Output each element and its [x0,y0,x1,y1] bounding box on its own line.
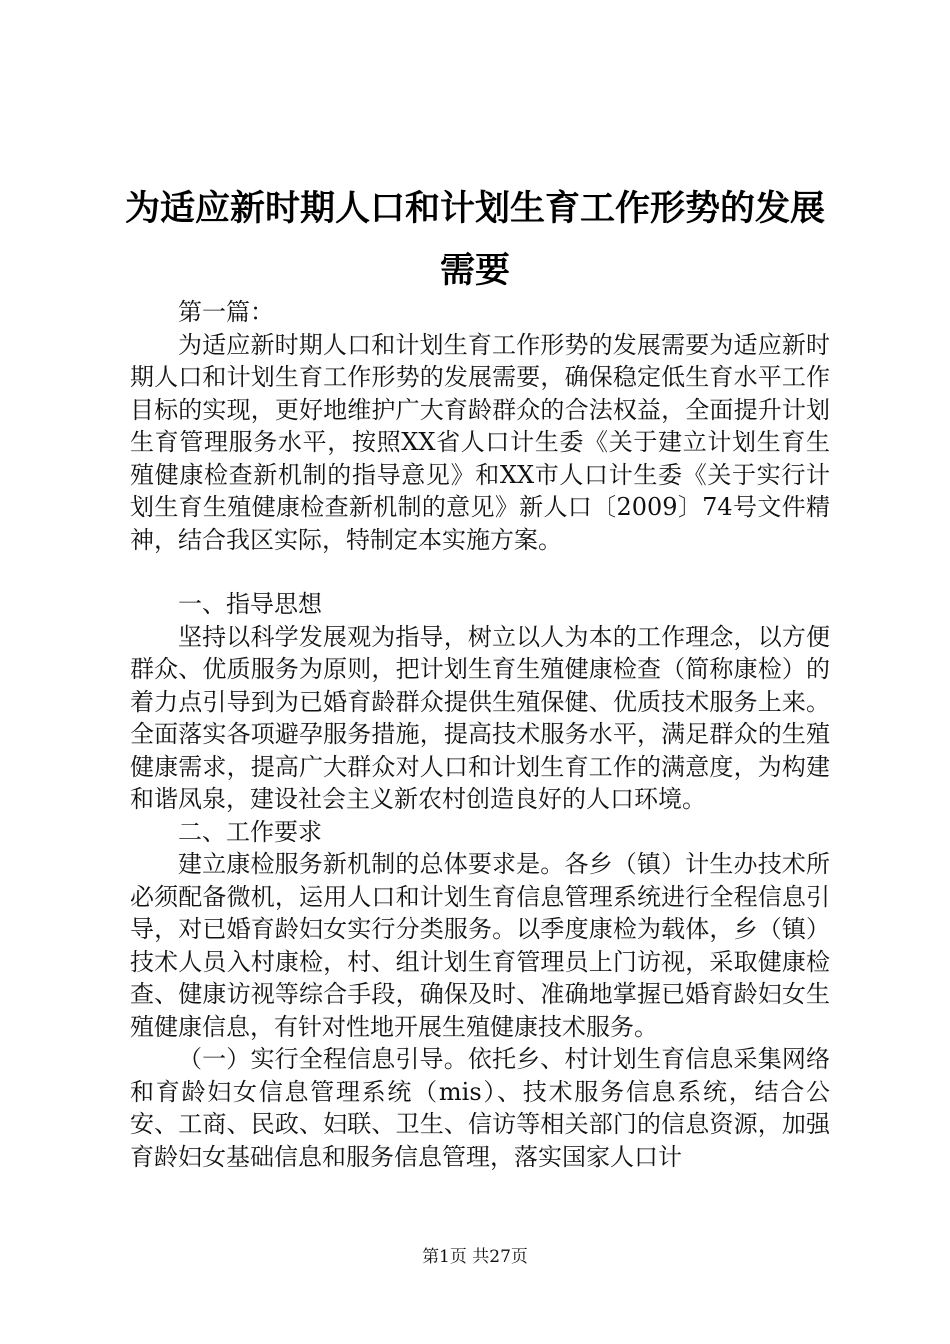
guiding-paragraph: 坚持以科学发展观为指导，树立以人为本的工作理念，以方便群众、优质服务为原则，把计划生育生殖健康检查（简称康检）的着力点引导到为已婚育龄群众提供生殖保健、优质技术服务上来。全面落实各项避孕服务措施，提高技术服务水平，满足群众的生殖健康需求，提高广大群众对人口和计划生育工作的满意度，为构建和谐凤泉，建设社会主义新农村创造良好的人口环境。 [130,622,830,813]
section-heading-guiding: 一、指导思想 [178,590,322,618]
paragraph-gap [130,556,830,588]
document-body [130,296,830,1173]
part-label: 第一篇： [178,298,274,326]
section-heading-requirements: 二、工作要求 [178,817,322,846]
intro-paragraph: 为适应新时期人口和计划生育工作形势的发展需要为适应新时期人口和计划生育工作形势的发展需要，确保稳定低生育水平工作目标的实现，更好地维护广大育龄群众的合法权益，全面提升计划生育管理服务水平，按照XX省人口计生委《关于建立计划生育生殖健康检查新机制的指导意见》和XX市人口计生委《关于实行计划生育生殖健康检查新机制的意见》新人口〔2009〕74号文件精神，结合我区实际，特制定本实施方案。 [130,330,830,554]
page-footer: 第1页 共27页 [422,1247,528,1267]
requirements-paragraph: 建立康检服务新机制的总体要求是。各乡（镇）计生办技术所必须配备微机，运用人口和计划生育信息管理系统进行全程信息引导，对已婚育龄妇女实行分类服务。以季度康检为载体，乡（镇）技术人员入村康检，村、组计划生育管理员上门访视，采取健康检查、健康访视等综合手段，确保及时、准确地掌握已婚育龄妇女生殖健康信息，有针对性地开展生殖健康技术服务。 [130,850,830,1041]
item-paragraph: （一）实行全程信息引导。依托乡、村计划生育信息采集网络和育龄妇女信息管理系统（mis）、技术服务信息系统，结合公安、工商、民政、妇联、卫生、信访等相关部门的信息资源，加强育龄妇女基础信息和服务信息管理，落实国家人口计 [130,1045,830,1171]
document-title-line1: 为适应新时期人口和计划生育工作形势的发展 [124,189,825,229]
document-title-line2: 需要 [439,251,510,291]
